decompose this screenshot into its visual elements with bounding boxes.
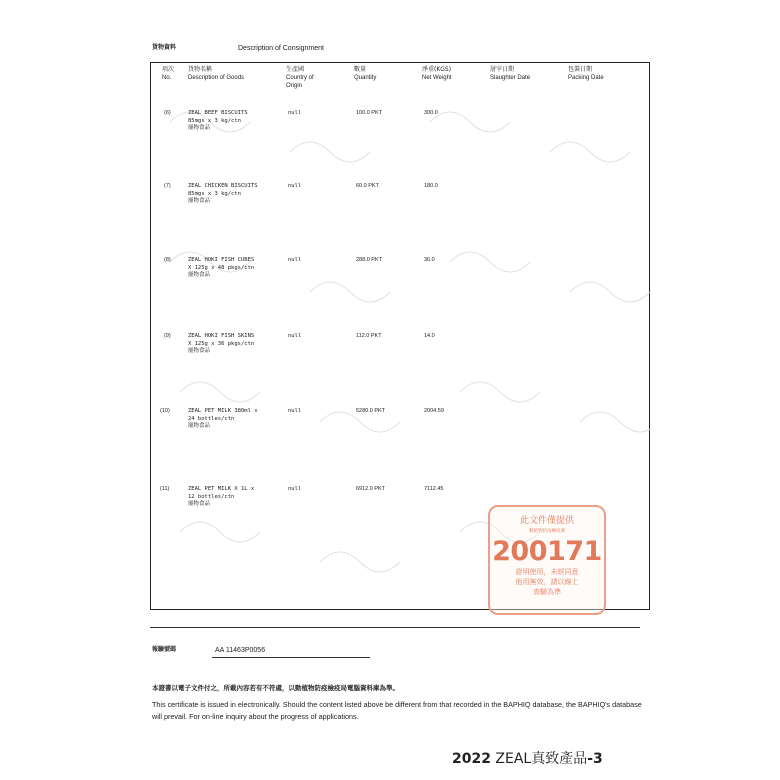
col-weight-en: Net Weight bbox=[422, 75, 452, 81]
col-origin-en: Country of Origin bbox=[286, 75, 314, 89]
row-origin: null bbox=[288, 333, 302, 339]
footer-page: -3 bbox=[587, 751, 603, 767]
stamp-line-4: 他用無效，請以線上 bbox=[515, 578, 579, 586]
notice-zh: 本證書以電子文件付之，所載內容若有不符處，以動植物防疫檢疫局電腦資料庫為準。 bbox=[152, 684, 399, 692]
row-net-weight: 7112.45 bbox=[424, 486, 444, 492]
section-title-en: Description of Consignment bbox=[238, 45, 324, 52]
row-quantity: 6912.0 PKT bbox=[356, 486, 386, 492]
row-no: (6) bbox=[164, 110, 171, 116]
col-qty-zh: 數量 bbox=[354, 66, 367, 73]
col-origin-zh: 生產國 bbox=[286, 66, 305, 73]
official-stamp bbox=[488, 505, 606, 615]
row-quantity: 100.0 PKT bbox=[356, 110, 382, 116]
col-packing-zh: 包裝日期 bbox=[568, 66, 593, 73]
col-desc-en: Description of Goods bbox=[188, 75, 245, 81]
col-slaughter-en: Slaughter Date bbox=[490, 75, 531, 81]
row-origin: null bbox=[288, 408, 302, 414]
row-quantity: 112.0 PKT bbox=[356, 333, 382, 339]
row-quantity: 5280.0 PKT bbox=[356, 408, 386, 414]
stamp-line-2: 動植物防疫檢疫署 bbox=[529, 529, 565, 534]
footer bbox=[452, 748, 603, 768]
row-net-weight: 2004.59 bbox=[424, 408, 444, 414]
row-description: ZEAL BEEF BISCUITS 85mgs x 3 kg/ctn 寵物食品 bbox=[188, 110, 248, 131]
section-title-zh: 貨物資料 bbox=[152, 44, 177, 51]
notice-en: This certificate is issued in electronically. Should the content listed above be different from that recorded in the BAPHIQ database, the BAPHIQ's database will prevail. For on-line inquiry about the progress of applications. bbox=[152, 700, 642, 721]
col-no-zh: 項次 bbox=[162, 66, 175, 73]
row-origin: null bbox=[288, 257, 302, 263]
table-header bbox=[158, 66, 648, 96]
footer-year: 2022 bbox=[452, 751, 491, 767]
col-slaughter-zh: 屠宰日期 bbox=[490, 66, 515, 73]
row-quantity: 288.0 PKT bbox=[356, 257, 382, 263]
row-net-weight: 180.0 bbox=[424, 183, 438, 189]
col-packing-en: Packing Date bbox=[568, 75, 604, 81]
cert-number: AA 11463P0056 bbox=[215, 647, 266, 654]
stamp-line-5: 查驗為準 bbox=[533, 588, 561, 596]
col-desc-zh: 貨物名稱 bbox=[188, 66, 213, 73]
col-qty-en: Quantity bbox=[354, 75, 377, 81]
row-no: (10) bbox=[160, 408, 170, 414]
divider bbox=[150, 627, 640, 628]
row-origin: null bbox=[288, 183, 302, 189]
col-no-en: No. bbox=[162, 75, 172, 81]
row-net-weight: 14.0 bbox=[424, 333, 435, 339]
row-no: (8) bbox=[164, 257, 171, 263]
col-weight-zh: 淨重(KGS) bbox=[422, 66, 452, 73]
row-net-weight: 300.0 bbox=[424, 110, 438, 116]
row-description: ZEAL CHICKEN BISCUITS 85mgs x 3 kg/ctn 寵物食品 bbox=[188, 183, 258, 204]
row-net-weight: 36.0 bbox=[424, 257, 435, 263]
row-origin: null bbox=[288, 110, 302, 116]
row-origin: null bbox=[288, 486, 302, 492]
row-no: (9) bbox=[164, 333, 171, 339]
row-description: ZEAL PET MILK X 1L x 12 bottles/ctn 寵物食品 bbox=[188, 486, 255, 507]
row-no: (11) bbox=[160, 486, 170, 492]
row-description: ZEAL PET MILK 380ml x 24 bottles/ctn 寵物食品 bbox=[188, 408, 258, 429]
stamp-number: 200171 bbox=[492, 536, 602, 567]
stamp-line-3: 證明使用，未經同意 bbox=[515, 568, 579, 576]
row-description: ZEAL HOKI FISH CUBES X 125g x 48 pkgs/ctn 寵物食品 bbox=[188, 257, 255, 278]
row-quantity: 60.0 PKT bbox=[356, 183, 379, 189]
cert-underline bbox=[212, 657, 370, 658]
row-description: ZEAL HOKI FISH SKINS X 125g x 36 pkgs/ctn 寵物食品 bbox=[188, 333, 255, 354]
footer-brand: ZEAL真致產品 bbox=[495, 751, 588, 767]
row-no: (7) bbox=[164, 183, 171, 189]
stamp-line-1: 此文件僅提供 bbox=[519, 516, 574, 526]
cert-label: 報驗號碼 bbox=[152, 646, 177, 653]
